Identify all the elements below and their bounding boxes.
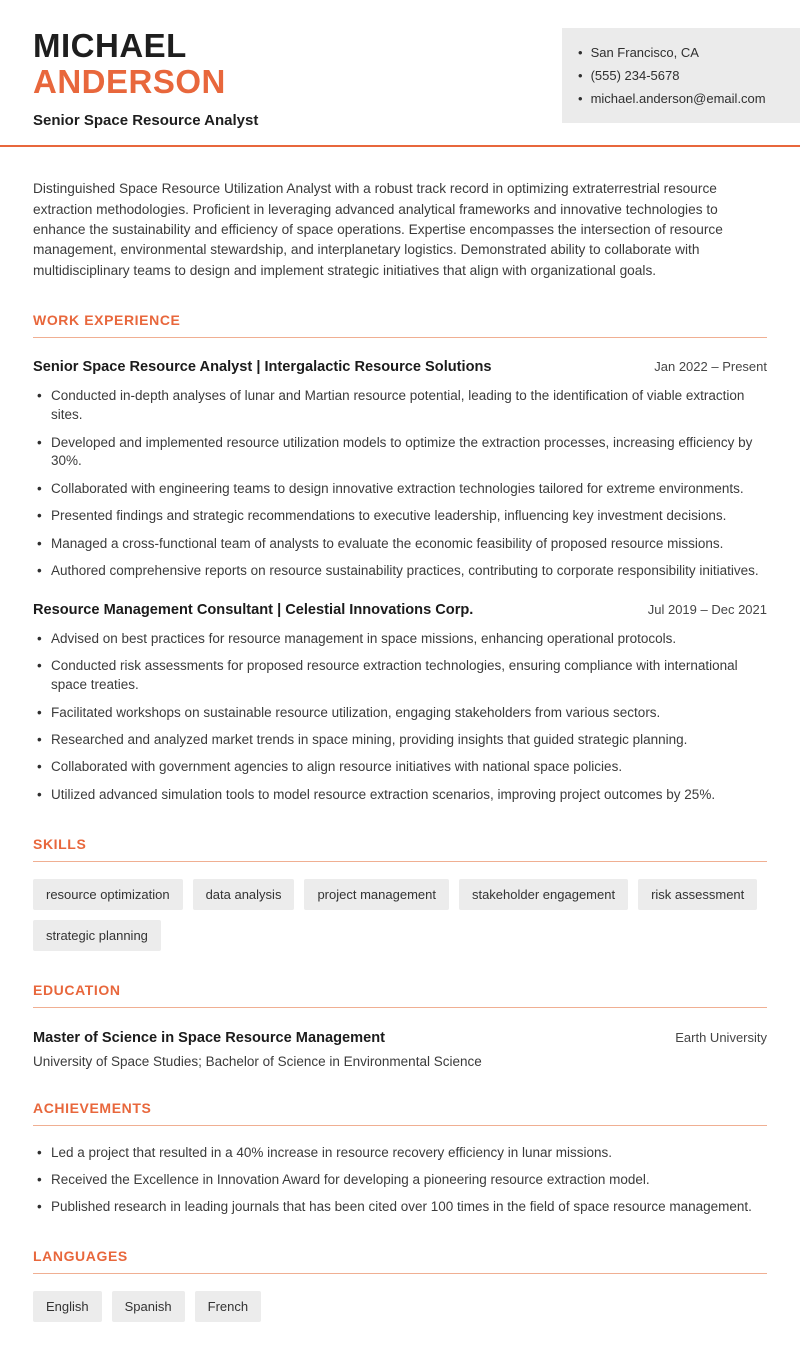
language-tag: Spanish [112, 1291, 185, 1322]
summary-text: Distinguished Space Resource Utilization Analyst with a robust track record in optimizing extraterrestrial resource extraction methodologies. Proficient in leveraging advanced analytical frameworks and innovative technologies to enhance the sustainability and efficiency of space operations. Expertise encompasses the intersection of resource management, environmental stewardship, and interplanetary logistics. Demonstrated ability to collaborate with multidisciplinary teams to design and implement strategic initiatives that align with organizational goals. [33, 181, 723, 278]
degree-title: Master of Science in Space Resource Management [33, 1029, 385, 1046]
language-tag-list [33, 1291, 767, 1322]
section-education [33, 982, 767, 1069]
skill-tag: stakeholder engagement [459, 879, 628, 910]
job-bullet: • Developed and implemented resource utilization models to optimize the extraction processes, increasing efficiency by 30%. [33, 434, 767, 472]
institution: Earth University [675, 1029, 767, 1045]
section-achievements [33, 1100, 767, 1218]
job-entry [33, 359, 767, 581]
section-title: WORK EXPERIENCE [33, 312, 767, 338]
job-bullet-list [33, 387, 767, 581]
skill-tag: resource optimization [33, 879, 183, 910]
job-head [33, 602, 767, 618]
education-head [33, 1030, 767, 1046]
section-title: EDUCATION [33, 982, 767, 1008]
skill-tag: data analysis [193, 879, 295, 910]
job-bullet: • Conducted risk assessments for proposed resource extraction technologies, ensuring compliance with international space treaties. [33, 657, 767, 695]
job-bullet: • Presented findings and strategic recommendations to executive leadership, influencing key investment decisions. [33, 507, 767, 526]
job-title: Senior Space Resource Analyst | Intergalactic Resource Solutions [33, 359, 492, 376]
contact-email: • michael.anderson@email.com [578, 87, 780, 110]
job-bullet: • Advised on best practices for resource management in space missions, enhancing operational protocols. [33, 630, 767, 649]
section-skills [33, 836, 767, 951]
job-bullet: • Collaborated with engineering teams to design innovative extraction technologies tailored for extreme environments. [33, 480, 767, 499]
skill-tag: project management [304, 879, 449, 910]
achievement-bullet: • Received the Excellence in Innovation Award for developing a pioneering resource extraction model. [33, 1171, 767, 1190]
header-divider [0, 145, 800, 147]
header [33, 28, 767, 129]
last-name: ANDERSON [33, 62, 226, 100]
skill-tag-list [33, 879, 767, 951]
job-dates: Jul 2019 – Dec 2021 [647, 601, 767, 617]
section-languages [33, 1248, 767, 1322]
name-block [33, 28, 258, 129]
job-bullet: • Researched and analyzed market trends in space mining, providing insights that guided strategic planning. [33, 731, 767, 750]
contact-list [578, 41, 780, 110]
job-dates: Jan 2022 – Present [654, 359, 767, 375]
job-title: Resource Management Consultant | Celestial Innovations Corp. [33, 601, 474, 618]
first-name: MICHAEL [33, 27, 187, 64]
job-bullet: • Facilitated workshops on sustainable resource utilization, engaging stakeholders from various sectors. [33, 704, 767, 723]
job-entry [33, 602, 767, 805]
section-title: SKILLS [33, 836, 767, 862]
contact-phone: • (555) 234-5678 [578, 64, 780, 87]
education-entry [33, 1030, 767, 1069]
contact-card [562, 28, 800, 123]
section-title: ACHIEVEMENTS [33, 1100, 767, 1126]
contact-location: • San Francisco, CA [578, 41, 780, 64]
job-head [33, 359, 767, 375]
job-bullet: • Conducted in-depth analyses of lunar and Martian resource potential, leading to the identification of viable extraction sites. [33, 387, 767, 425]
language-tag: French [195, 1291, 261, 1322]
achievement-bullet: • Led a project that resulted in a 40% increase in resource recovery efficiency in lunar missions. [33, 1144, 767, 1163]
headline: Senior Space Resource Analyst [33, 112, 259, 130]
job-bullet: • Managed a cross-functional team of analysts to evaluate the economic feasibility of proposed resource missions. [33, 535, 767, 554]
education-details: University of Space Studies; Bachelor of Science in Environmental Science [33, 1053, 482, 1069]
job-bullet: • Authored comprehensive reports on resource sustainability practices, contributing to corporate responsibility initiatives. [33, 562, 767, 581]
job-bullet-list [33, 630, 767, 805]
skill-tag: strategic planning [33, 920, 161, 951]
section-title: LANGUAGES [33, 1248, 767, 1274]
achievement-bullet: • Published research in leading journals that has been cited over 100 times in the field of space resource management. [33, 1198, 767, 1217]
candidate-name [33, 28, 258, 99]
language-tag: English [33, 1291, 102, 1322]
job-bullet: • Utilized advanced simulation tools to model resource extraction scenarios, improving project outcomes by 25%. [33, 786, 767, 805]
achievement-list [33, 1144, 767, 1218]
job-bullet: • Collaborated with government agencies to align resource initiatives with national space policies. [33, 758, 767, 777]
skill-tag: risk assessment [638, 879, 757, 910]
section-work-experience [33, 312, 767, 804]
